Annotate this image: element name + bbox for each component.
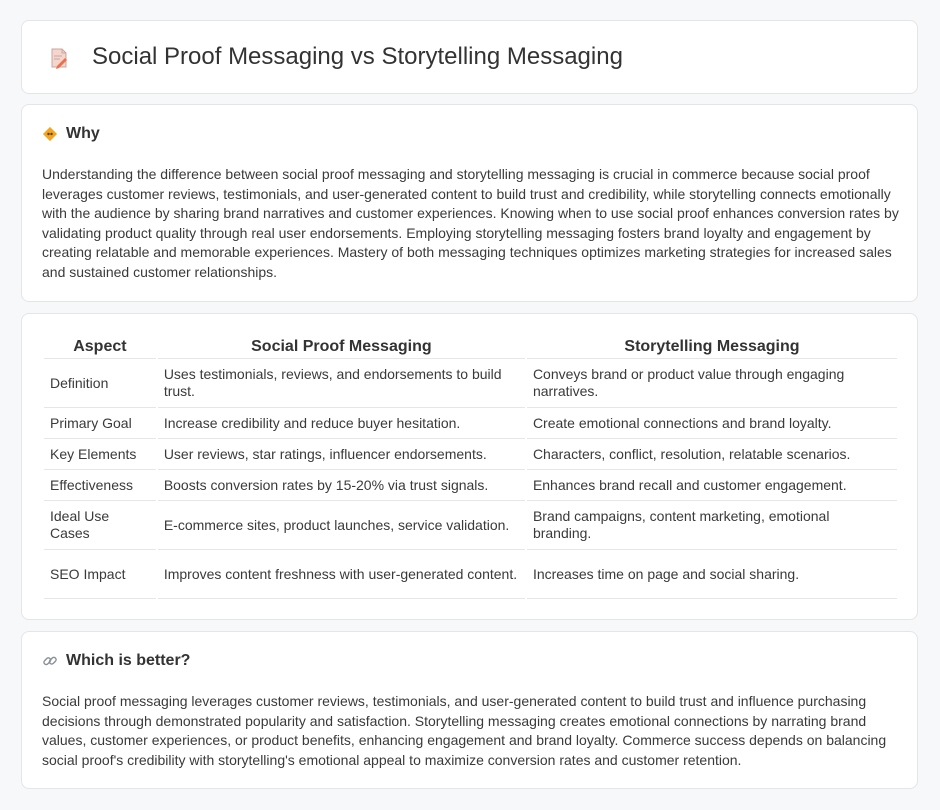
header-social-proof: Social Proof Messaging (158, 334, 525, 359)
aspect-cell: SEO Impact (44, 550, 156, 599)
table-row (44, 550, 897, 599)
why-section (21, 104, 918, 302)
why-body: Understanding the difference between social proof messaging and storytelling messaging is crucial in commerce because social proof leverages customer reviews, testimonials, and user-generated content to build trust and credibility, while storytelling connects emotionally with the audience by sharing brand narratives and customer experiences. Knowing when to use social proof enhances conversion rates by validating product quality through real user endorsements. Employing storytelling messaging fosters brand loyalty and engagement by creating relatable and memorable experiences. Mastery of both messaging techniques optimizes marketing strategies for increased sales and sustained customer relationships. (42, 166, 899, 280)
document-pen-icon (48, 47, 70, 69)
which-is-better-section (21, 631, 918, 789)
social-proof-cell: Improves content freshness with user-generated content. (158, 550, 525, 599)
social-proof-cell: Increase credibility and reduce buyer hesitation. (158, 408, 525, 439)
storytelling-cell: Brand campaigns, content marketing, emotional branding. (527, 501, 897, 550)
table-row (44, 470, 897, 501)
table-row (44, 408, 897, 439)
page-title: Social Proof Messaging vs Storytelling Messaging (92, 43, 623, 70)
table-row (44, 439, 897, 470)
social-proof-cell: E-commerce sites, product launches, service validation. (158, 501, 525, 550)
title-card (21, 20, 918, 94)
which-is-better-body: Social proof messaging leverages customer reviews, testimonials, and user-generated content to build trust and influence purchasing decisions through demonstrated popularity and satisfaction. Storytelling messaging creates emotional connections by narrating brand values, customer experiences, or product benefits, enhancing engagement and brand loyalty. Commerce success depends on balancing social proof's credibility with storytelling's emotional appeal to maximize conversion rates and customer retention. (42, 693, 887, 768)
storytelling-cell: Create emotional connections and brand loyalty. (527, 408, 897, 439)
storytelling-cell: Conveys brand or product value through engaging narratives. (527, 359, 897, 408)
aspect-cell: Ideal Use Cases (44, 501, 156, 550)
comparison-table-card (21, 313, 918, 620)
table-header-row (44, 334, 897, 359)
social-proof-cell: Boosts conversion rates by 15-20% via trust signals. (158, 470, 525, 501)
header-storytelling: Storytelling Messaging (527, 334, 897, 359)
aspect-cell: Effectiveness (44, 470, 156, 501)
why-heading: Why (66, 125, 100, 142)
storytelling-cell: Increases time on page and social sharing. (527, 550, 897, 599)
diamond-sign-icon (42, 126, 58, 142)
storytelling-cell: Characters, conflict, resolution, relatable scenarios. (527, 439, 897, 470)
aspect-cell: Key Elements (44, 439, 156, 470)
table-row (44, 359, 897, 408)
storytelling-cell: Enhances brand recall and customer engagement. (527, 470, 897, 501)
header-aspect: Aspect (44, 334, 156, 359)
aspect-cell: Primary Goal (44, 408, 156, 439)
which-is-better-heading: Which is better? (66, 652, 191, 669)
link-icon (42, 653, 58, 669)
table-row (44, 501, 897, 550)
comparison-table (42, 334, 899, 599)
aspect-cell: Definition (44, 359, 156, 408)
social-proof-cell: Uses testimonials, reviews, and endorsements to build trust. (158, 359, 525, 408)
social-proof-cell: User reviews, star ratings, influencer endorsements. (158, 439, 525, 470)
